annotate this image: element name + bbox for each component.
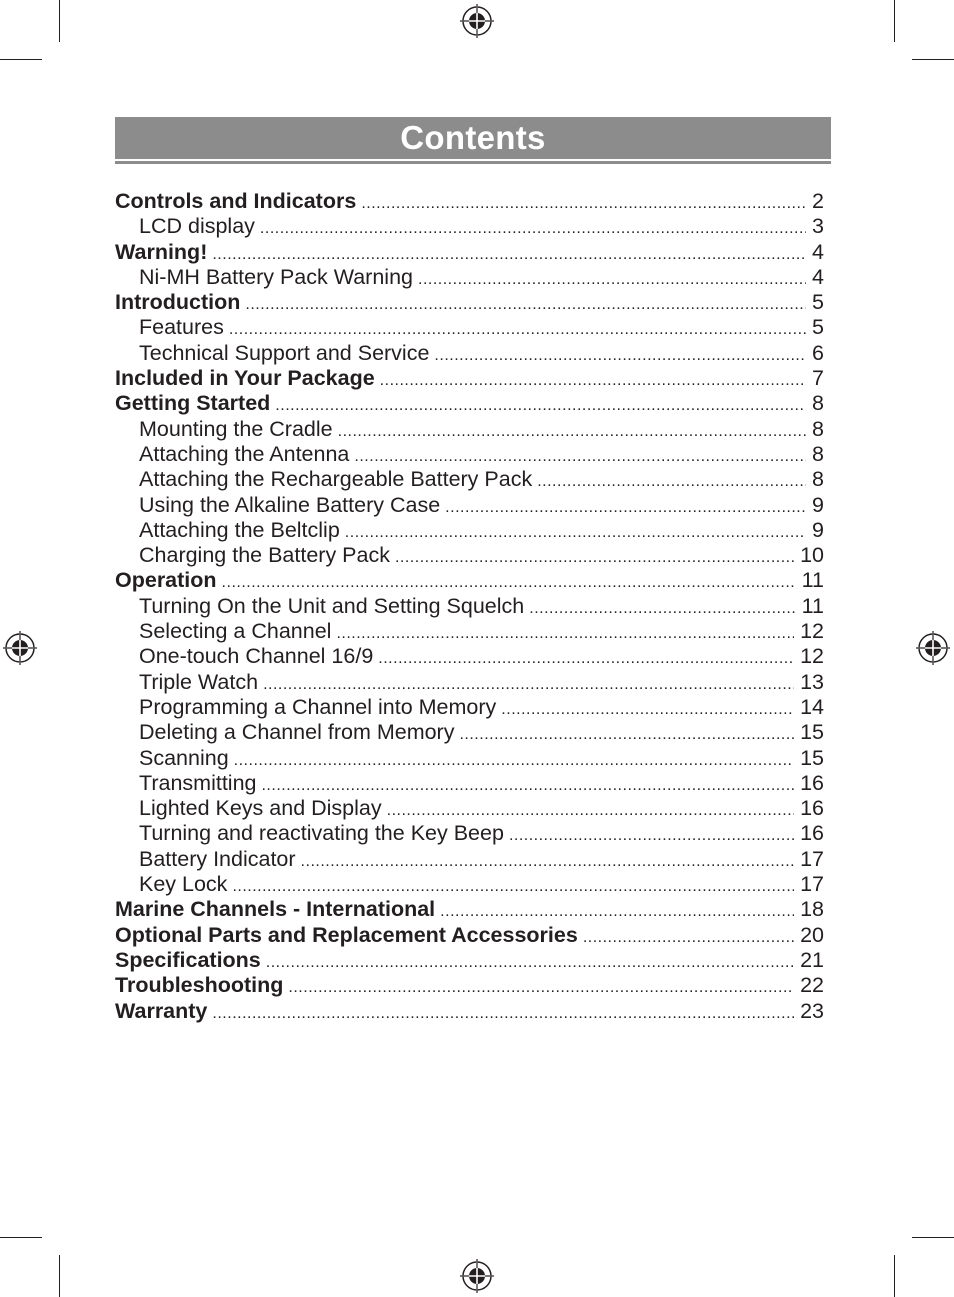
dot-leader: [459, 722, 794, 747]
toc-page-number: 5: [812, 290, 824, 315]
toc-page-number: 22: [800, 973, 824, 998]
toc-page-number: 9: [812, 517, 824, 542]
toc-page-number: 17: [800, 872, 824, 897]
registration-mark-icon: [460, 4, 494, 38]
toc-page-number: 3: [812, 214, 824, 239]
dot-leader: [245, 292, 806, 317]
dot-leader: [380, 368, 806, 393]
toc-subsection-entry: [115, 746, 824, 771]
crop-mark-icon: [59, 1255, 60, 1297]
title-bar: [115, 117, 831, 159]
toc-page-number: 15: [800, 720, 824, 745]
dot-leader: [212, 242, 806, 267]
toc-entry-label: Programming a Channel into Memory: [139, 694, 497, 719]
toc-page-number: 15: [800, 745, 824, 770]
toc-page-number: 17: [800, 846, 824, 871]
toc-entry-label: Controls and Indicators: [115, 189, 357, 213]
toc-entry-label: Deleting a Channel from Memory: [139, 720, 455, 745]
toc-page-number: 21: [800, 947, 824, 972]
dot-leader: [345, 520, 806, 545]
toc-entry-label: Features: [139, 315, 224, 340]
toc-entry-label: Charging the Battery Pack: [139, 543, 390, 568]
toc-entry-label: Included in Your Package: [115, 366, 375, 391]
toc-page-number: 12: [800, 619, 824, 644]
toc-subsection-entry: [115, 821, 824, 846]
toc-entry-label: Warranty: [115, 998, 208, 1023]
toc-section-entry: [115, 923, 824, 948]
dot-leader: [222, 570, 796, 595]
dot-leader: [387, 798, 794, 823]
toc-page-number: 16: [800, 770, 824, 795]
toc-entry-label: Key Lock: [139, 872, 228, 897]
registration-mark-icon: [460, 1259, 494, 1293]
toc-subsection-entry: [115, 619, 824, 644]
toc-subsection-entry: [115, 720, 824, 745]
toc-section-entry: [115, 973, 824, 998]
toc-page-number: 8: [812, 416, 824, 441]
toc-page-number: 5: [812, 315, 824, 340]
toc-entry-label: Triple Watch: [139, 669, 259, 694]
toc-entry-label: Getting Started: [115, 391, 271, 416]
toc-entry-label: Optional Parts and Replacement Accessories: [115, 922, 578, 947]
toc-entry-label: Warning!: [115, 239, 208, 264]
toc-entry-label: Selecting a Channel: [139, 619, 332, 644]
toc-page-number: 7: [812, 366, 824, 391]
toc-entry-label: Attaching the Beltclip: [139, 517, 340, 542]
toc-page-number: 11: [801, 593, 824, 618]
crop-mark-icon: [894, 1255, 895, 1297]
toc-page-number: 4: [812, 239, 824, 264]
toc-entry-label: Marine Channels - International: [115, 897, 436, 922]
registration-mark-icon: [3, 631, 37, 665]
dot-leader: [336, 621, 794, 646]
toc-entry-label: Introduction: [115, 290, 241, 315]
toc-entry-label: Specifications: [115, 947, 261, 972]
toc-subsection-entry: [115, 872, 824, 897]
toc-entry-label: Attaching the Antenna: [139, 441, 350, 466]
dot-leader: [509, 823, 794, 848]
toc-page-number: 4: [812, 264, 824, 289]
toc-subsection-entry: [115, 214, 824, 239]
toc-section-entry: [115, 240, 824, 265]
toc-subsection-entry: [115, 695, 824, 720]
dot-leader: [440, 899, 794, 924]
crop-mark-icon: [912, 1237, 954, 1238]
toc-subsection-entry: [115, 847, 824, 872]
toc-section-entry: [115, 391, 824, 416]
toc-page-number: 13: [800, 669, 824, 694]
toc-entry-label: Attaching the Rechargeable Battery Pack: [139, 467, 533, 492]
dot-leader: [260, 216, 806, 241]
toc-page-number: 10: [800, 543, 824, 568]
toc-section-entry: [115, 999, 824, 1024]
page-title: Contents: [400, 119, 546, 156]
dot-leader: [378, 646, 794, 671]
toc-entry-label: Using the Alkaline Battery Case: [139, 492, 441, 517]
crop-mark-icon: [0, 1237, 42, 1238]
toc-entry-label: Scanning: [139, 745, 229, 770]
toc-entry-label: Troubleshooting: [115, 973, 284, 998]
table-of-contents: [115, 189, 824, 1024]
dot-leader: [395, 545, 794, 570]
toc-subsection-entry: [115, 265, 824, 290]
toc-entry-label: LCD display: [139, 214, 255, 239]
toc-entry-label: Battery Indicator: [139, 846, 296, 871]
toc-subsection-entry: [115, 543, 824, 568]
toc-entry-label: Turning On the Unit and Setting Squelch: [139, 593, 525, 618]
toc-page-number: 6: [812, 340, 824, 365]
dot-leader: [301, 849, 795, 874]
crop-mark-icon: [59, 0, 60, 42]
dot-leader: [261, 773, 794, 798]
dot-leader: [266, 950, 794, 975]
toc-subsection-entry: [115, 493, 824, 518]
toc-page-number: 9: [812, 492, 824, 517]
toc-page-number: 16: [800, 796, 824, 821]
toc-page-number: 16: [800, 821, 824, 846]
dot-leader: [338, 419, 806, 444]
dot-leader: [501, 697, 794, 722]
dot-leader: [263, 672, 794, 697]
toc-section-entry: [115, 189, 824, 214]
toc-subsection-entry: [115, 670, 824, 695]
crop-mark-icon: [0, 59, 42, 60]
toc-entry-label: Ni-MH Battery Pack Warning: [139, 264, 413, 289]
crop-mark-icon: [912, 59, 954, 60]
toc-page-number: 8: [812, 467, 824, 492]
toc-subsection-entry: [115, 594, 824, 619]
dot-leader: [229, 317, 806, 342]
dot-leader: [583, 925, 794, 950]
dot-leader: [361, 191, 806, 216]
dot-leader: [234, 748, 794, 773]
dot-leader: [232, 874, 794, 899]
toc-entry-label: Technical Support and Service: [139, 340, 430, 365]
toc-page-number: 8: [812, 441, 824, 466]
dot-leader: [418, 267, 806, 292]
dot-leader: [354, 444, 806, 469]
toc-entry-label: Turning and reactivating the Key Beep: [139, 821, 504, 846]
toc-section-entry: [115, 897, 824, 922]
toc-section-entry: [115, 366, 824, 391]
toc-subsection-entry: [115, 442, 824, 467]
toc-page-number: 11: [801, 568, 824, 593]
dot-leader: [212, 1001, 794, 1026]
toc-subsection-entry: [115, 417, 824, 442]
toc-section-entry: [115, 948, 824, 973]
dot-leader: [434, 343, 806, 368]
toc-entry-label: Lighted Keys and Display: [139, 796, 382, 821]
dot-leader: [529, 596, 795, 621]
toc-subsection-entry: [115, 315, 824, 340]
title-underline: [115, 161, 831, 164]
dot-leader: [537, 469, 806, 494]
toc-subsection-entry: [115, 796, 824, 821]
toc-subsection-entry: [115, 467, 824, 492]
toc-page-number: 2: [812, 189, 824, 213]
toc-subsection-entry: [115, 518, 824, 543]
crop-mark-icon: [894, 0, 895, 42]
toc-entry-label: One-touch Channel 16/9: [139, 644, 374, 669]
dot-leader: [445, 495, 806, 520]
toc-subsection-entry: [115, 341, 824, 366]
toc-page-number: 20: [800, 922, 824, 947]
registration-mark-icon: [916, 631, 950, 665]
toc-subsection-entry: [115, 771, 824, 796]
dot-leader: [275, 393, 806, 418]
toc-page-number: 8: [812, 391, 824, 416]
toc-subsection-entry: [115, 644, 824, 669]
toc-entry-label: Mounting the Cradle: [139, 416, 333, 441]
toc-page-number: 12: [800, 644, 824, 669]
toc-page-number: 14: [800, 694, 824, 719]
toc-entry-label: Operation: [115, 568, 217, 593]
toc-page-number: 18: [800, 897, 824, 922]
dot-leader: [288, 975, 794, 1000]
toc-page-number: 23: [800, 998, 824, 1023]
toc-section-entry: [115, 568, 824, 593]
toc-entry-label: Transmitting: [139, 770, 257, 795]
toc-section-entry: [115, 290, 824, 315]
